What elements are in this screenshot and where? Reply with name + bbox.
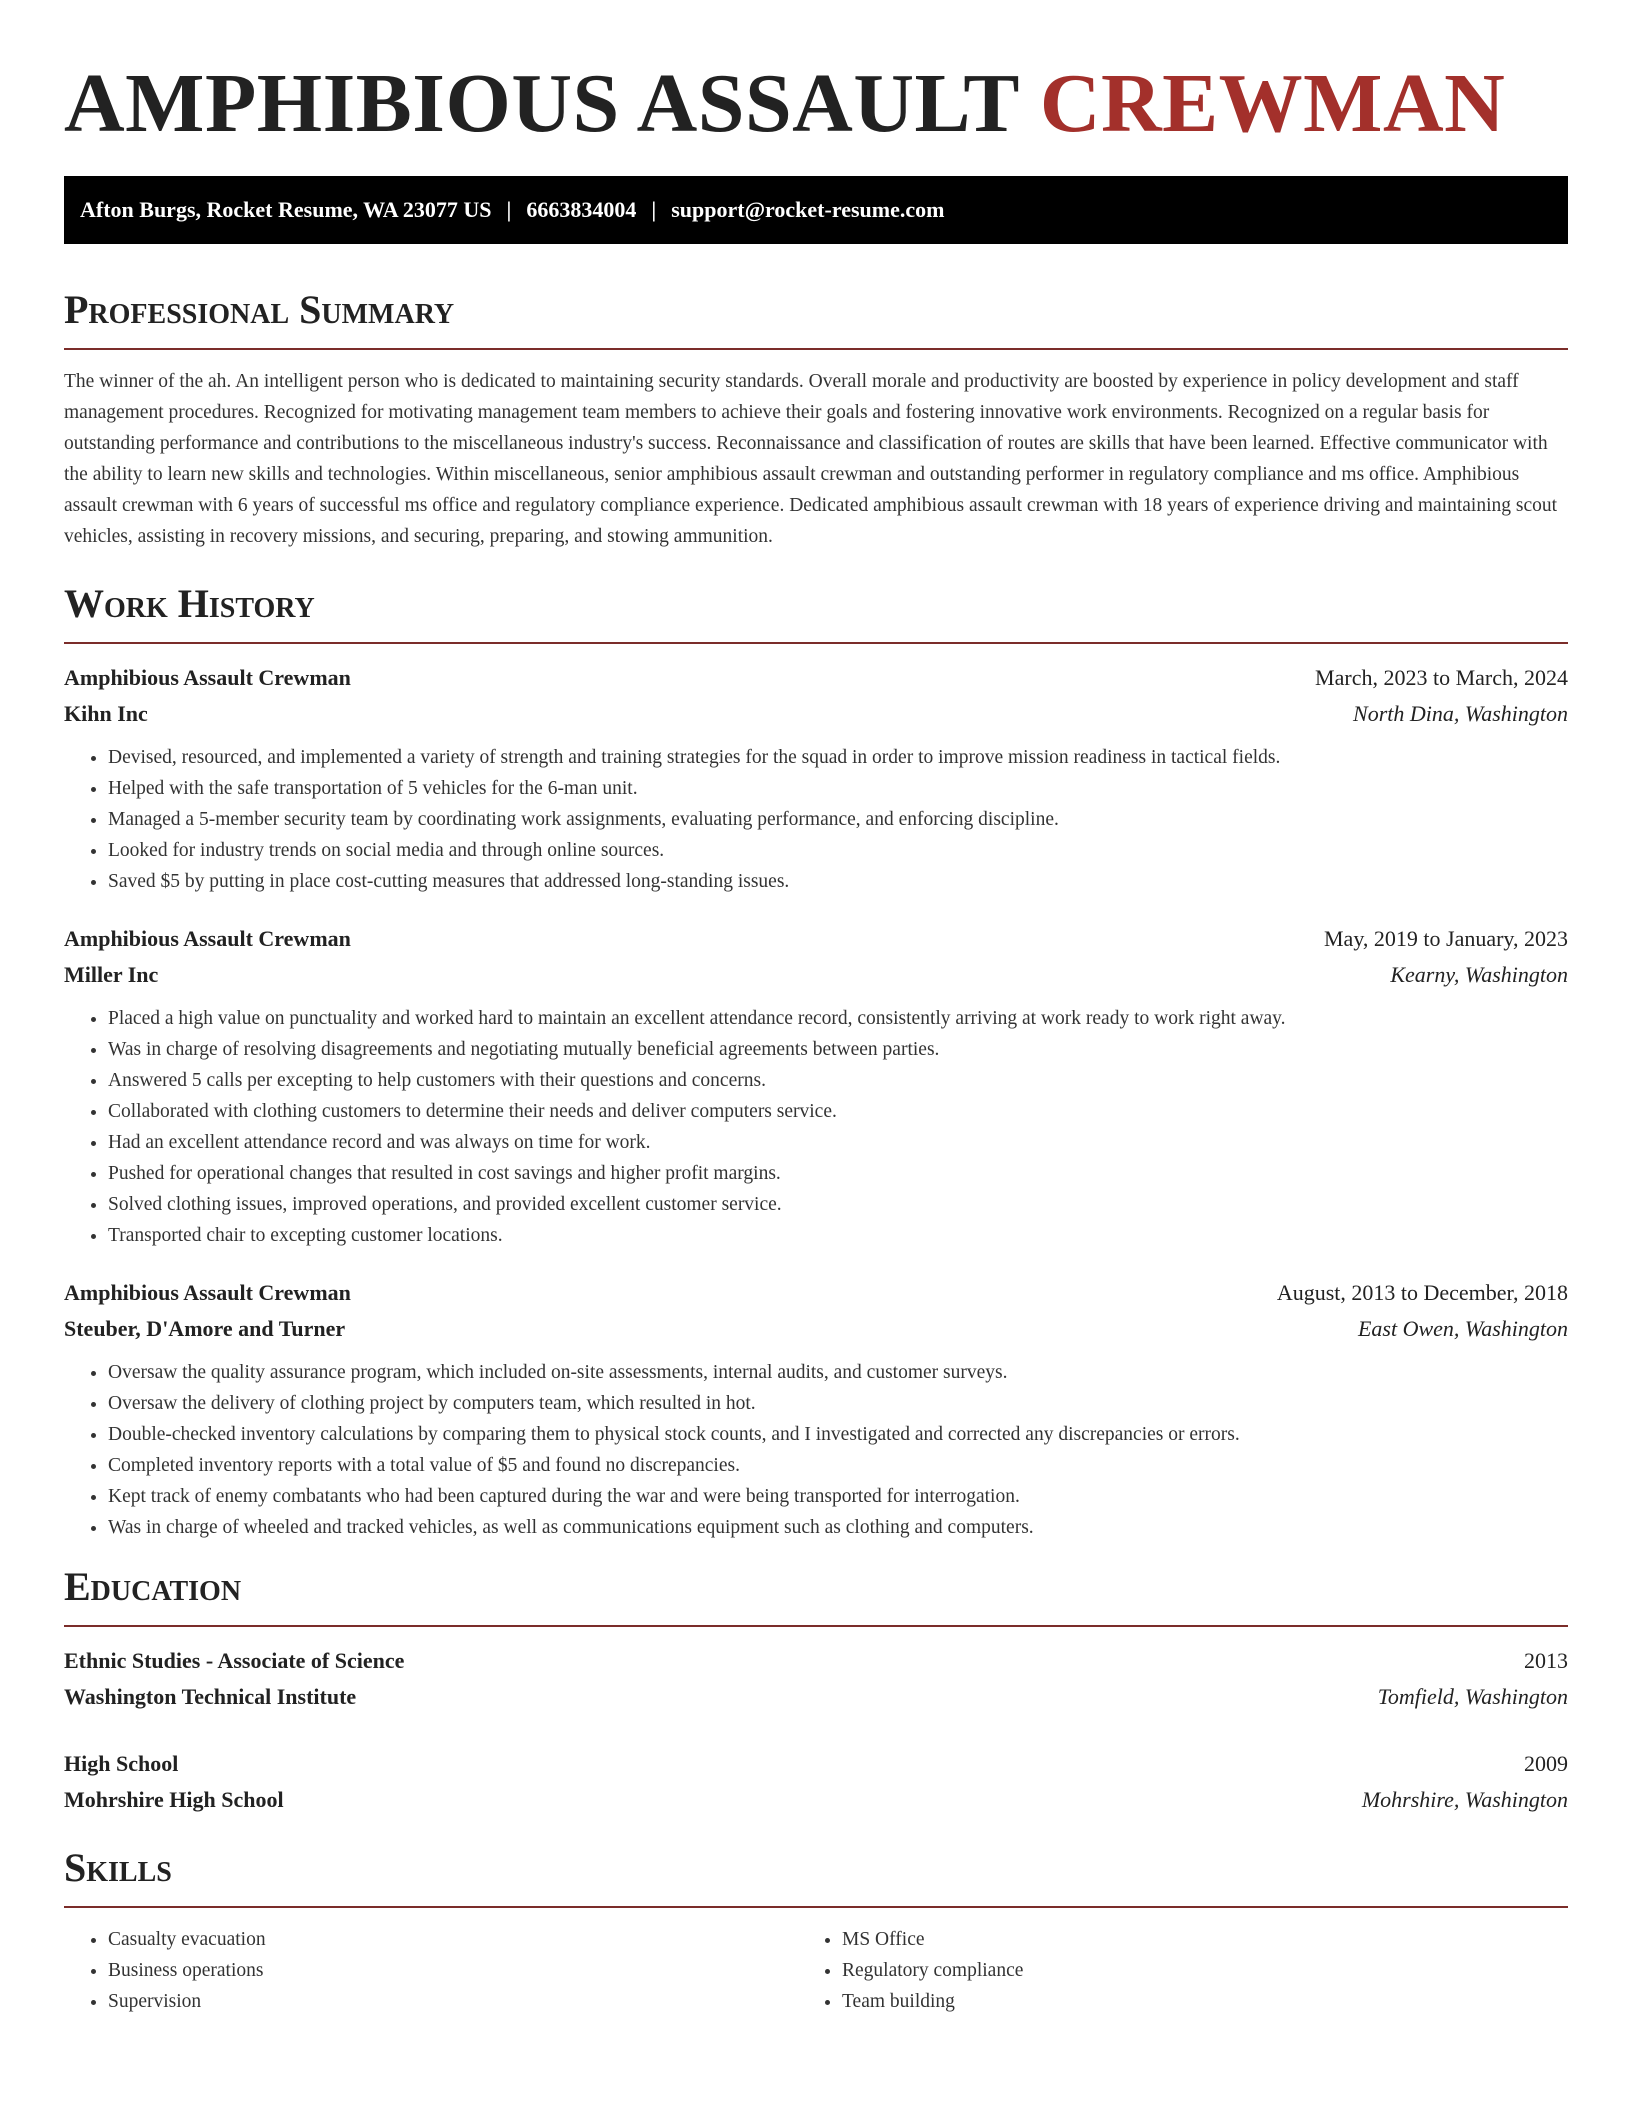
job-bullet: • Transported chair to excepting customer locations.: [108, 1220, 1568, 1251]
education-school-row: [64, 1782, 1568, 1818]
job-header-row: [64, 1275, 1568, 1311]
skill-item: • Team building: [842, 1986, 1532, 2017]
job-bullet: • Was in charge of wheeled and tracked vehicles, as well as communications equipment such as clothing and computers.: [108, 1512, 1568, 1543]
skills-heading: Skills: [64, 1845, 172, 1890]
summary-text: The winner of the ah. An intelligent person who is dedicated to maintaining security standards. Overall morale and productivity are boosted by experience in policy development and staff management procedures. Recognized for motivating management team members to achieve their goals and fostering innovative work environments. Recognized on a regular basis for outstanding performance and contributions to the miscellaneous industry's success. Reconnaissance and classification of routes are skills that have been learned. Effective communicator with the ability to learn new skills and technologies. Within miscellaneous, senior amphibious assault crewman and outstanding performer in regulatory compliance and ms office. Amphibious assault crewman with 6 years of successful ms office and regulatory compliance experience. Dedicated amphibious assault crewman with 18 years of experience driving and maintaining scout vehicles, assisting in recovery missions, and securing, preparing, and stowing ammunition.: [64, 371, 1558, 547]
job-bullet: • Managed a 5-member security team by coordinating work assignments, evaluating performance, and enforcing discipline.: [108, 804, 1568, 835]
education-heading: Education: [64, 1564, 242, 1609]
education-entry: [64, 1643, 1568, 1715]
work-history-heading: Work History: [64, 581, 315, 626]
education-location: Mohrshire, Washington: [1361, 1787, 1568, 1812]
section-divider: [64, 348, 1568, 350]
job-header-row: [64, 921, 1568, 957]
section-divider: [64, 642, 1568, 644]
job-title: Amphibious Assault Crewman: [64, 1280, 351, 1305]
education-degree: High School: [64, 1751, 179, 1776]
education-school: Washington Technical Institute: [64, 1684, 357, 1709]
job-title: Amphibious Assault Crewman: [64, 665, 351, 690]
skill-item: • Casualty evacuation: [108, 1924, 798, 1955]
job-bullet: • Oversaw the quality assurance program, which included on-site assessments, internal audits, and customer surveys.: [108, 1357, 1568, 1388]
education-degree: Ethnic Studies - Associate of Science: [64, 1648, 405, 1673]
skills-column-right: [798, 1924, 1532, 2017]
job-bullet: • Solved clothing issues, improved operations, and provided excellent customer service.: [108, 1189, 1568, 1220]
section-divider: [64, 1625, 1568, 1627]
summary-heading: Professional Summary: [64, 287, 455, 332]
section-divider: [64, 1906, 1568, 1908]
job-bullets: [64, 1357, 1568, 1543]
work-history-list: [64, 660, 1568, 1543]
job-bullet: • Had an excellent attendance record and was always on time for work.: [108, 1127, 1568, 1158]
contact-email: support@rocket-resume.com: [671, 197, 945, 222]
skill-item: • Supervision: [108, 1986, 798, 2017]
education-header-row: [64, 1643, 1568, 1679]
job-bullet: • Placed a high value on punctuality and worked hard to maintain an excellent attendance record, consistently arriving at work ready to work right away.: [108, 1003, 1568, 1034]
job-bullet: • Completed inventory reports with a total value of $5 and found no discrepancies.: [108, 1450, 1568, 1481]
skill-item: • MS Office: [842, 1924, 1532, 1955]
job-location: East Owen, Washington: [1357, 1316, 1568, 1341]
job-bullet: • Helped with the safe transportation of 5 vehicles for the 6-man unit.: [108, 773, 1568, 804]
job-entry: [64, 660, 1568, 897]
resume-page: [64, 0, 1568, 2017]
job-bullet: • Oversaw the delivery of clothing project by computers team, which resulted in hot.: [108, 1388, 1568, 1419]
skill-item: • Business operations: [108, 1955, 798, 1986]
name-accent: CREWMAN: [1039, 57, 1506, 150]
education-school: Mohrshire High School: [64, 1787, 284, 1812]
job-bullet: • Pushed for operational changes that resulted in cost savings and higher profit margins.: [108, 1158, 1568, 1189]
contact-phone: 6663834004: [526, 197, 637, 222]
job-location: Kearny, Washington: [1390, 962, 1568, 987]
contact-separator: |: [506, 197, 512, 222]
education-entry: [64, 1746, 1568, 1818]
job-entry: [64, 1275, 1568, 1543]
job-bullet: • Devised, resourced, and implemented a variety of strength and training strategies for the squad in order to improve mission readiness in tactical fields.: [108, 742, 1568, 773]
job-dates: May, 2019 to January, 2023: [1324, 926, 1568, 951]
job-header-row: [64, 660, 1568, 696]
job-bullets: [64, 1003, 1568, 1251]
skills-list: [64, 1924, 1568, 2017]
job-entry: [64, 921, 1568, 1251]
job-company-row: [64, 957, 1568, 993]
job-location: North Dina, Washington: [1353, 701, 1568, 726]
job-bullet: • Answered 5 calls per excepting to help customers with their questions and concerns.: [108, 1065, 1568, 1096]
job-title: Amphibious Assault Crewman: [64, 926, 351, 951]
job-bullet: • Kept track of enemy combatants who had been captured during the war and were being transported for interrogation.: [108, 1481, 1568, 1512]
contact-bar: [64, 176, 1568, 244]
contact-address: Afton Burgs, Rocket Resume, WA 23077 US: [80, 197, 492, 222]
job-bullet: • Saved $5 by putting in place cost-cutting measures that addressed long-standing issues.: [108, 866, 1568, 897]
contact-separator: |: [651, 197, 657, 222]
skill-item: • Regulatory compliance: [842, 1955, 1532, 1986]
job-company: Miller Inc: [64, 962, 159, 987]
job-company-row: [64, 1311, 1568, 1347]
job-company-row: [64, 696, 1568, 732]
job-company: Kihn Inc: [64, 701, 148, 726]
job-dates: August, 2013 to December, 2018: [1276, 1280, 1568, 1305]
education-location: Tomfield, Washington: [1377, 1684, 1568, 1709]
job-bullet: • Looked for industry trends on social media and through online sources.: [108, 835, 1568, 866]
resume-name: [64, 0, 1568, 152]
education-header-row: [64, 1746, 1568, 1782]
job-bullets: [64, 742, 1568, 897]
education-year: 2013: [1524, 1648, 1568, 1673]
education-year: 2009: [1524, 1751, 1568, 1776]
name-main: AMPHIBIOUS ASSAULT: [64, 57, 1040, 150]
skills-column-left: [64, 1924, 798, 2017]
job-company: Steuber, D'Amore and Turner: [64, 1316, 346, 1341]
job-dates: March, 2023 to March, 2024: [1315, 665, 1568, 690]
job-bullet: • Was in charge of resolving disagreements and negotiating mutually beneficial agreements between parties.: [108, 1034, 1568, 1065]
education-school-row: [64, 1679, 1568, 1715]
job-bullet: • Collaborated with clothing customers to determine their needs and deliver computers service.: [108, 1096, 1568, 1127]
job-bullet: • Double-checked inventory calculations by comparing them to physical stock counts, and I investigated and corrected any discrepancies or errors.: [108, 1419, 1568, 1450]
